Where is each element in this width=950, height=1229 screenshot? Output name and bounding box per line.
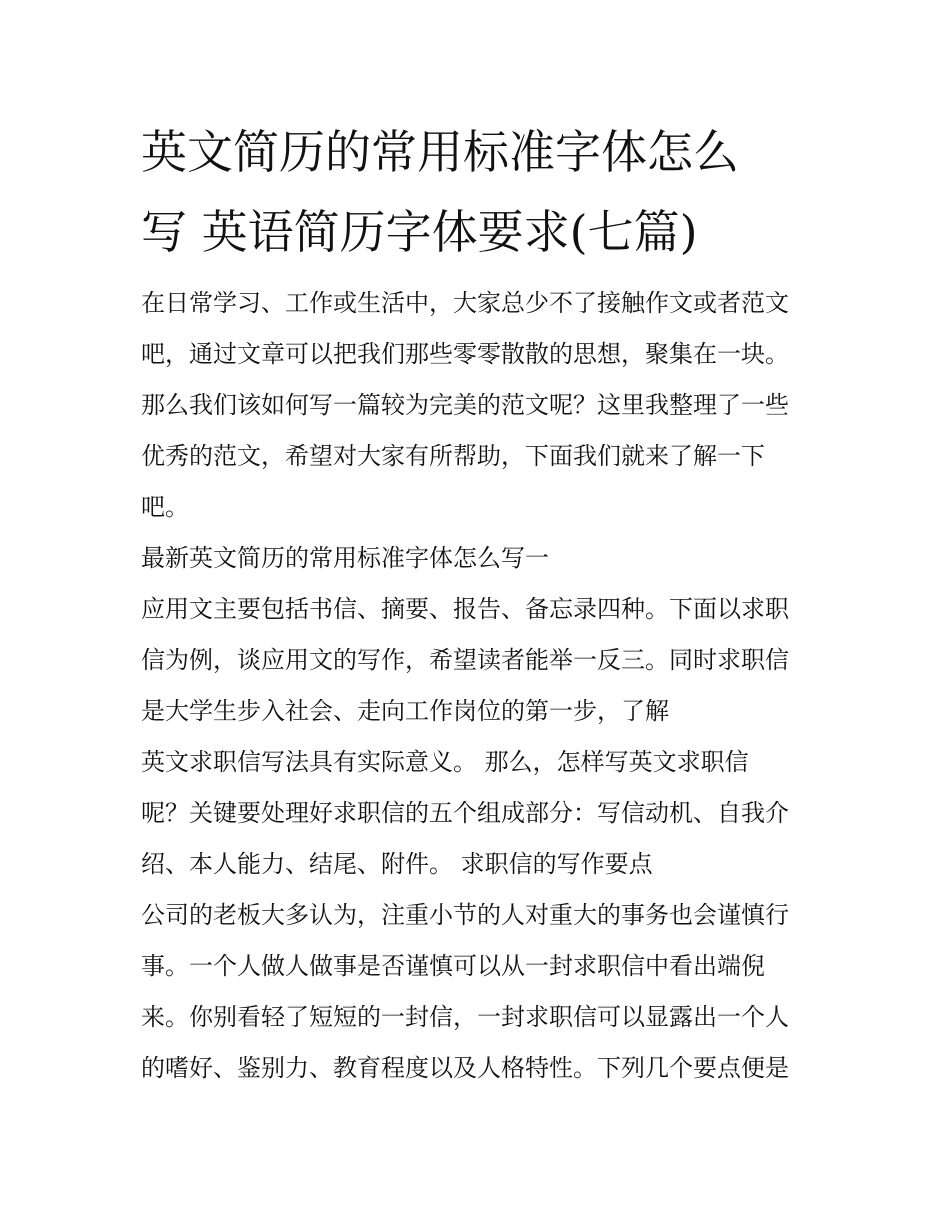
document-body: [141, 112, 821, 1094]
text-line: 公司的老板大多认为，注重小节的人对重大的事务也会谨慎行: [141, 901, 789, 929]
text-line: 绍、本人能力、结尾、附件。 求职信的写作要点: [141, 850, 653, 878]
text-line: 呢？关键要处理好求职信的五个组成部分：写信动机、自我介: [141, 799, 789, 827]
text-line: 吧，通过文章可以把我们那些零零散散的思想，聚集在一块。: [141, 340, 789, 368]
section-heading: [141, 533, 821, 584]
text-line: 在日常学习、工作或生活中，大家总少不了接触作文或者范文: [141, 289, 789, 317]
title-line: 英文简历的常用标准字体怎么: [141, 125, 739, 179]
text-line: 最新英文简历的常用标准字体怎么写一: [141, 544, 549, 572]
text-line: 应用文主要包括书信、摘要、报告、备忘录四种。下面以求职: [141, 595, 789, 623]
text-line: 英文求职信写法具有实际意义。 那么，怎样写英文求职信: [141, 748, 749, 776]
body-paragraph: [141, 890, 821, 1094]
text-line: 是大学生步入社会、走向工作岗位的第一步，了解: [141, 697, 669, 725]
document-title: [141, 112, 821, 272]
text-line: 吧。: [141, 493, 189, 521]
body-paragraph: [141, 584, 821, 737]
text-line: 事。一个人做人做事是否谨慎可以从一封求职信中看出端倪: [141, 952, 765, 980]
title-line: 写 英语简历字体要求(七篇): [141, 205, 698, 259]
text-line: 来。你别看轻了短短的一封信，一封求职信可以显露出一个人: [141, 1003, 789, 1031]
text-line: 优秀的范文，希望对大家有所帮助，下面我们就来了解一下: [141, 442, 765, 470]
body-paragraph: [141, 737, 821, 890]
intro-paragraph: [141, 278, 821, 533]
text-line: 信为例，谈应用文的写作，希望读者能举一反三。同时求职信: [141, 646, 789, 674]
text-line: 那么我们该如何写一篇较为完美的范文呢？这里我整理了一些: [141, 391, 789, 419]
text-line: 的嗜好、鉴别力、教育程度以及人格特性。下列几个要点便是: [141, 1054, 789, 1082]
